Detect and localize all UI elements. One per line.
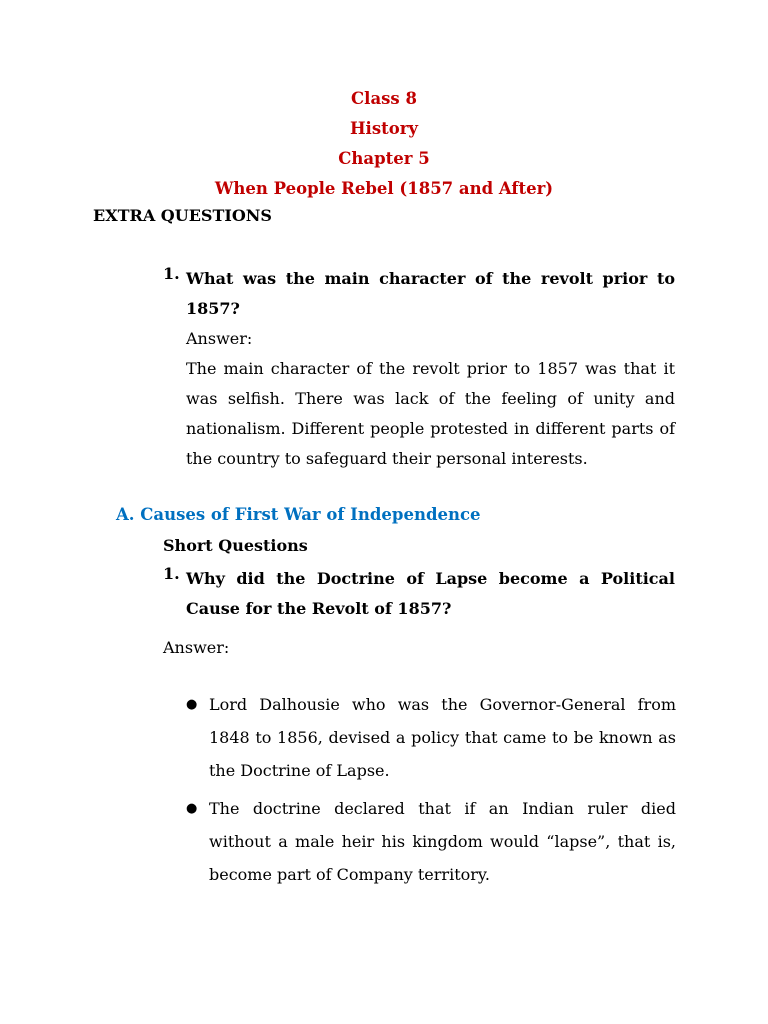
question-2 [163, 564, 675, 624]
subject-label: History [349, 119, 419, 138]
question-2-text: Why did the Doctrine of Lapse become a Political Cause for the Revolt of 1857? [186, 569, 675, 618]
section-a-heading: A. Causes of First War of Independence [116, 505, 481, 524]
bullet-text: Lord Dalhousie who was the Governor-General from 1848 to 1856, devised a policy that came to be known as the Doctrine of Lapse. [209, 695, 676, 780]
answer-bullet-item [186, 792, 676, 891]
answer-bullet-item [186, 688, 676, 787]
bullet-text: The doctrine declared that if an Indian ruler died without a male heir his kingdom would “lapse”, that is, become part of Company territory. [209, 799, 676, 884]
question-1 [163, 264, 675, 474]
extra-questions-heading: EXTRA QUESTIONS [93, 206, 272, 225]
question-1-number: 1. [163, 264, 180, 283]
chapter-label: Chapter 5 [338, 149, 430, 168]
answer-bullet-list [186, 688, 676, 891]
question-1-answer: The main character of the revolt prior to 1857 was that it was selfish. There was lack of the feeling of unity and nationalism. Different people protested in different parts of the country to safeguard their personal interests. [186, 359, 675, 468]
class-label: Class 8 [351, 89, 417, 108]
document-title-block [0, 84, 768, 204]
question-1-answer-label: Answer: [186, 329, 253, 348]
short-questions-heading: Short Questions [163, 536, 308, 555]
chapter-title: When People Rebel (1857 and After) [214, 179, 554, 198]
question-2-answer-label: Answer: [163, 638, 230, 657]
question-1-text: What was the main character of the revolt prior to 1857? [186, 269, 675, 318]
question-2-number: 1. [163, 564, 180, 583]
bullet-icon: ● [186, 801, 198, 816]
bullet-icon: ● [186, 697, 198, 712]
